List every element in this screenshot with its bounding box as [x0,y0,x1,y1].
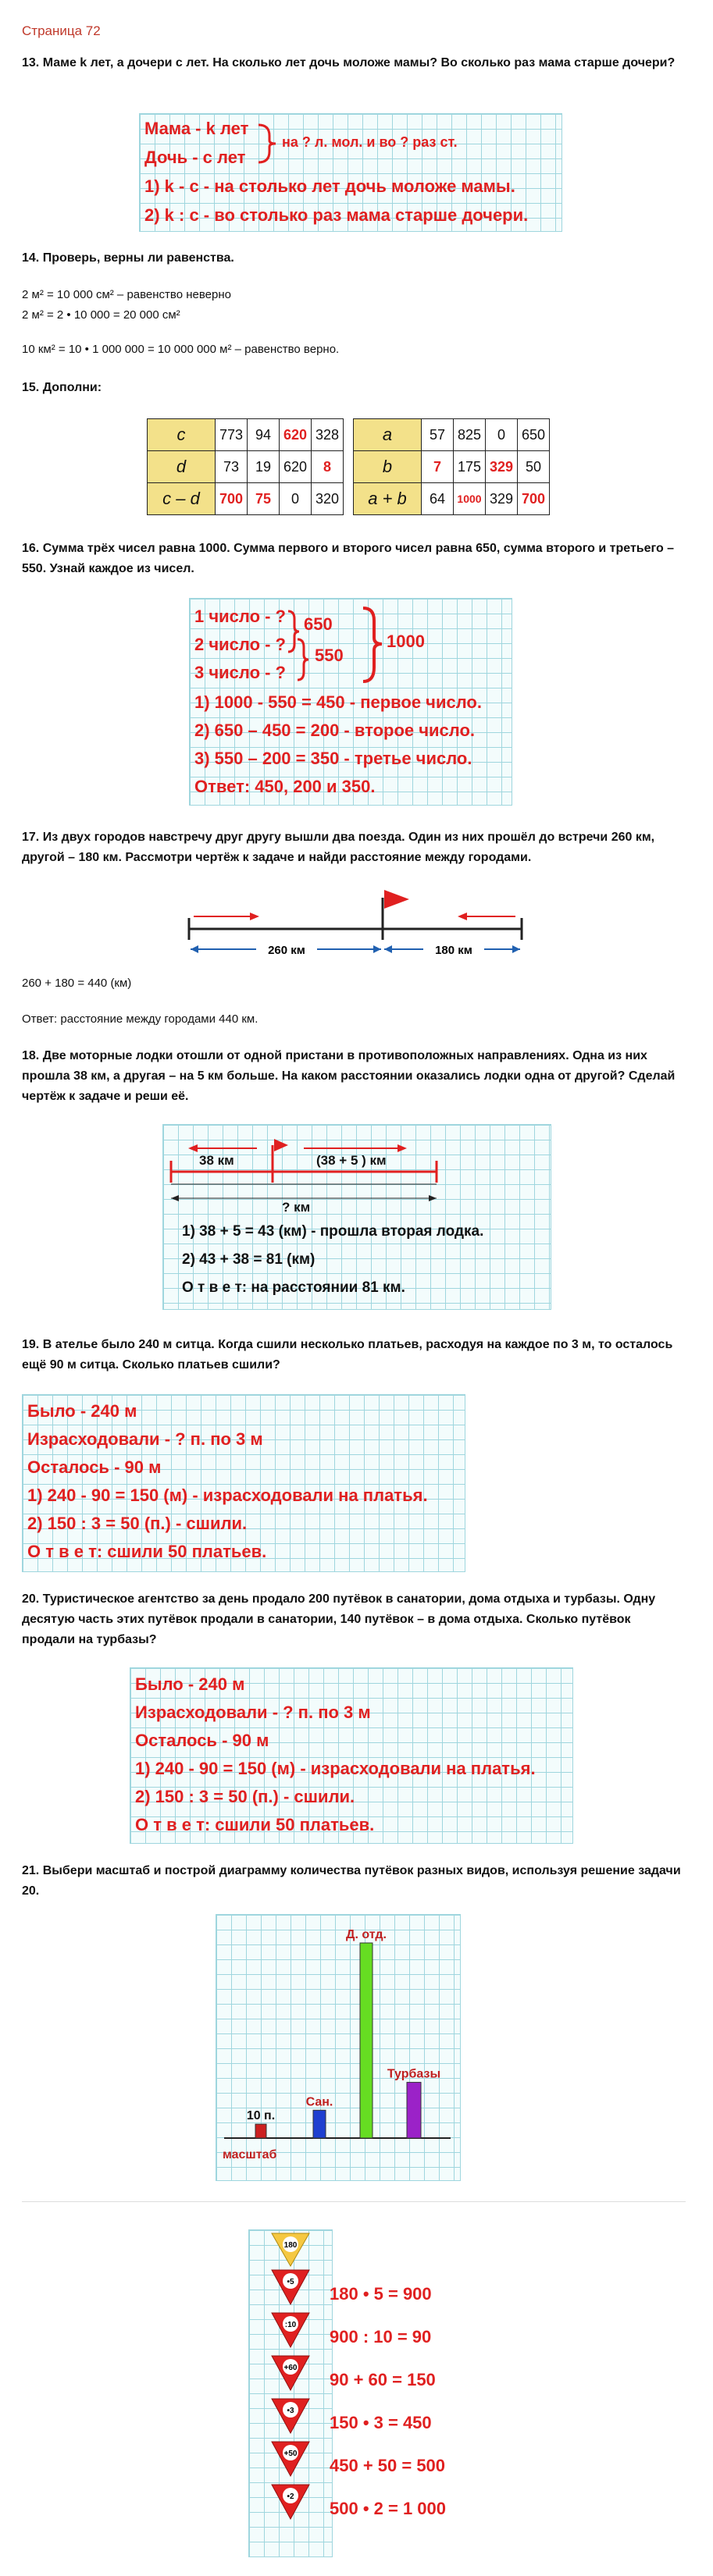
task13-line-2: Дочь - с лет [144,148,246,167]
chain-op-label: •3 [287,2407,294,2415]
chart-bar [255,2124,266,2138]
table-cell: 64 [422,483,454,515]
chain-op-label: :10 [284,2321,297,2329]
table-cell: 175 [454,451,486,483]
chart-bar-label: Сан. [305,2095,333,2109]
table-cell: 328 [312,419,344,451]
chain-op-label: +50 [283,2450,298,2458]
task16-question: 16. Сумма трёх чисел равна 1000. Сумма первого и второго чисел равна 650, сумма второго и третьего – 550. Узнай каждое из чисел. [22,542,675,575]
table-cell: 0 [486,419,518,451]
task13-brace [255,120,279,167]
table-cell: 73 [216,451,248,483]
task18-answer: О т в е т: на расстоянии 81 км. [182,1279,405,1296]
chart-bar-label: Турбазы [387,2067,441,2081]
task14-question: 14. Проверь, верны ли равенства. [22,251,234,265]
chain-grid [248,2229,333,2557]
task16-brace-650: 650 [304,614,333,634]
task18-total-label: ? км [282,1200,311,1215]
table-cell: 50 [518,451,550,483]
task17-question: 17. Из двух городов навстречу друг другу вышли два поезда. Один из них прошёл до встречи 260 км, другой – 180 км. Рассмотри чертёж к задаче и найди расстояние между городами. [22,831,655,864]
table-cell: 700 [216,483,248,515]
task18-step-1: 1) 38 + 5 = 43 (км) - прошла вторая лодка. [182,1223,484,1240]
task17-right-label: 180 км [435,944,472,957]
task21-bar-chart [216,1915,460,2180]
chart-bar [360,1943,373,2138]
task15-table-cd [147,418,344,515]
chain-op-label: •5 [287,2278,294,2286]
task16-step-2: 2) 650 – 450 = 200 - второе число. [194,720,476,740]
task18-seg2-label: (38 + 5 ) км [316,1153,387,1168]
chart-bar [407,2083,421,2138]
task19-line-4: 1) 240 - 90 = 150 (м) - израсходовали на платья. [27,1485,428,1505]
table-cell: 7 [422,451,454,483]
task18-seg1-label: 38 км [199,1153,234,1168]
chain-op-label: +60 [283,2364,298,2372]
task16-answer: Ответ: 450, 200 и 350. [194,777,376,796]
table-label: d [148,451,216,483]
chart-xlabel: масштаб [223,2148,277,2161]
task17-solution: 260 + 180 = 440 (км) [22,977,132,990]
table-cell: 329 [486,483,518,515]
chart-bar [313,2110,326,2138]
chain-result-1: 180 • 5 = 900 [330,2284,432,2304]
task17-left-label: 260 км [268,944,305,957]
table-label: c [148,419,216,451]
task16-item-2: 2 число - ? [194,635,286,654]
task21-chart-grid [216,1914,461,2181]
task19-line-2: Израсходовали - ? п. по 3 м [27,1429,263,1449]
task19-answer: О т в е т: сшили 50 платьев. [27,1542,267,1561]
task20-line-4: 1) 240 - 90 = 150 (м) - израсходовали на платья. [135,1759,536,1778]
task21-question: 21. Выбери масштаб и построй диаграмму количества путёвок разных видов, используя решение задачи 20. [22,1864,681,1898]
task15-table-ab [353,418,550,515]
task20-line-2: Израсходовали - ? п. по 3 м [135,1703,371,1722]
table-cell: 19 [248,451,280,483]
task17-answer: Ответ: расстояние между городами 440 км. [22,1012,258,1026]
table-cell: 620 [280,419,312,451]
table-cell: 0 [280,483,312,515]
table-row [354,419,550,451]
task18-solution [162,1124,551,1310]
chain-result-3: 90 + 60 = 150 [330,2370,436,2389]
task20-answer: О т в е т: сшили 50 платьев. [135,1815,375,1834]
table-row [354,451,550,483]
chain-results [330,2229,564,2556]
task20-line-1: Было - 240 м [135,1674,245,1694]
task13-line-1: Мама - k лет [144,119,249,138]
table-label: b [354,451,422,483]
chain-result-4: 150 • 3 = 450 [330,2413,432,2432]
task16-step-3: 3) 550 – 200 = 350 - третье число. [194,749,472,768]
task20-solution [130,1667,573,1844]
table-row [148,483,344,515]
task19-line-3: Осталось - 90 м [27,1457,162,1477]
task16-brace-1000: 1000 [387,632,425,651]
task14-line-1: 2 м² = 10 000 см² – равенство неверно [22,288,231,301]
task14-line-2: 2 м² = 2 • 10 000 = 20 000 см² [22,308,180,322]
table-cell: 620 [280,451,312,483]
task16-brace-550: 550 [315,646,344,665]
task14-line-3: 10 км² = 10 • 1 000 000 = 10 000 000 м² – равенство верно. [22,343,340,356]
table-cell: 329 [486,451,518,483]
table-row [148,451,344,483]
divider [22,2201,686,2202]
table-cell: 320 [312,483,344,515]
table-cell: 75 [248,483,280,515]
chart-bar-label: Д. отд. [346,1928,387,1941]
task20-question: 20. Туристическое агентство за день продало 200 путёвок в санатории, дома отдыха и турбазы. Одну десятую часть этих путёвок продали в санатории, 140 путёвок – в дома отдыха. Сколько путёвок продали на турбазы? [22,1592,656,1646]
task13-brace-label: на ? л. мол. и во ? раз ст. [282,134,458,150]
table-cell: 650 [518,419,550,451]
task18-question: 18. Две моторные лодки отошли от одной пристани в противоположных направлениях. Одна из них прошла 38 км, а другая – на 5 км больше. На каком расстоянии оказались лодки одна от другой? Сделай чертёж к задаче и реши её. [22,1049,676,1103]
chain-result-6: 500 • 2 = 1 000 [330,2499,446,2518]
table-cell: 1000 [454,483,486,515]
task17-diagram [178,882,537,960]
table-label: a + b [354,483,422,515]
task13-line-4: 2) k : с - во столько раз мама старше дочери. [144,205,529,225]
task19-line-1: Было - 240 м [27,1401,137,1421]
task16-step-1: 1) 1000 - 550 = 450 - первое число. [194,692,482,712]
chain-start-value: 180 [283,2241,298,2250]
task13-solution [139,113,562,232]
task16-item-1: 1 число - ? [194,607,286,626]
table-label: c – d [148,483,216,515]
table-label: a [354,419,422,451]
table-cell: 773 [216,419,248,451]
chain-result-2: 900 : 10 = 90 [330,2327,432,2347]
task19-question: 19. В ателье было 240 м ситца. Когда сшили несколько платьев, расходуя на каждое по 3 м, то осталось ещё 90 м ситца. Сколько платьев сшили? [22,1338,673,1372]
table-row [148,419,344,451]
task13-line-3: 1) k - с - на столько лет дочь моложе мамы. [144,176,515,196]
task13-question: 13. Маме k лет, а дочери с лет. На сколько лет дочь моложе мамы? Во сколько раз мама старше дочери? [22,56,676,69]
task20-line-3: Осталось - 90 м [135,1731,269,1750]
table-cell: 700 [518,483,550,515]
task19-solution [22,1394,465,1572]
task20-line-5: 2) 150 : 3 = 50 (п.) - сшили. [135,1787,355,1806]
task18-step-2: 2) 43 + 38 = 81 (км) [182,1251,316,1268]
chain-op-label: •2 [287,2492,294,2501]
chart-bar-label: 10 п. [246,2109,276,2123]
table-row [354,483,550,515]
table-cell: 57 [422,419,454,451]
chain-result-5: 450 + 50 = 500 [330,2456,446,2475]
table-cell: 825 [454,419,486,451]
table-cell: 94 [248,419,280,451]
task15-question: 15. Дополни: [22,381,102,394]
task16-item-3: 3 число - ? [194,663,286,682]
table-cell: 8 [312,451,344,483]
chain-diagram [249,2230,332,2556]
task16-solution [189,598,512,806]
task19-line-5: 2) 150 : 3 = 50 (п.) - сшили. [27,1514,248,1533]
page-title: Страница 72 [22,23,101,38]
